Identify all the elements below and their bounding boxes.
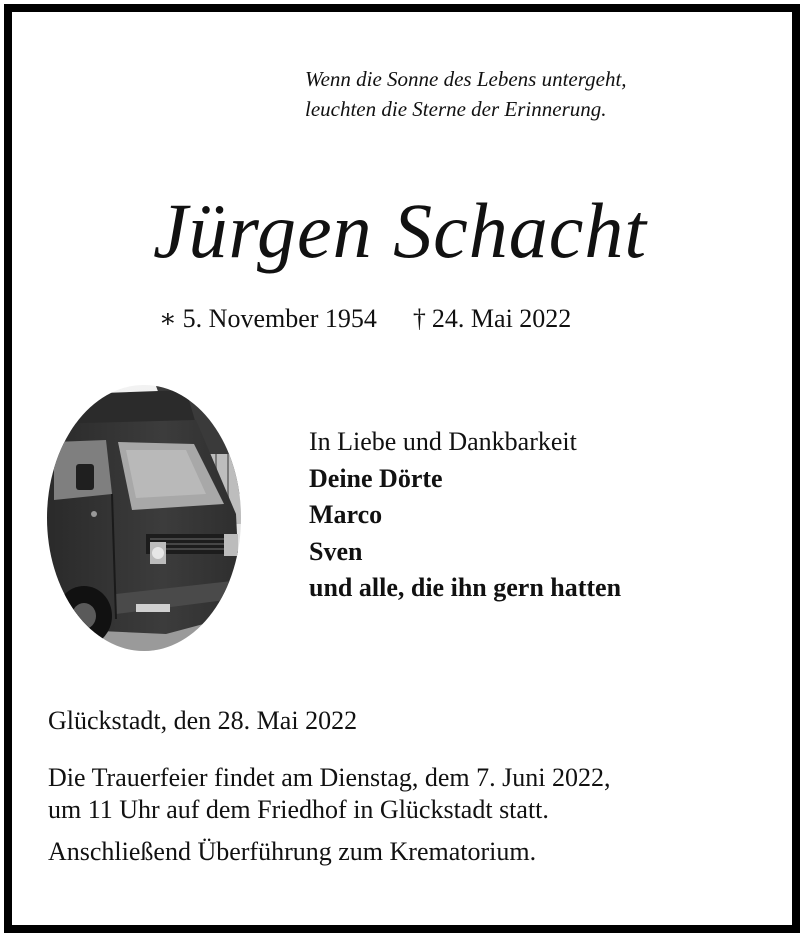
motto-line-2: leuchten die Sterne der Erinnerung.	[305, 97, 607, 121]
mourners-block	[309, 424, 621, 607]
deceased-name: Jürgen Schacht	[152, 187, 648, 274]
death-date: 24. Mai 2022	[431, 304, 572, 333]
mourner-name: Sven	[309, 536, 363, 566]
motto-quote	[305, 64, 627, 124]
birth-date: 5. November 1954	[182, 304, 377, 333]
death-cross-icon: †	[412, 304, 426, 333]
mourner-name: Marco	[309, 500, 383, 529]
place-and-date: Glückstadt, den 28. Mai 2022	[48, 706, 358, 735]
motto-line-1: Wenn die Sonne des Lebens untergeht,	[305, 67, 627, 91]
service-line-3: Anschließend Überführung zum Krematorium.	[48, 837, 537, 866]
service-line-2: um 11 Uhr auf dem Friedhof in Glückstadt statt.	[48, 795, 549, 824]
service-line-1: Die Trauerfeier findet am Dienstag, dem 7. Juni 2022,	[48, 763, 611, 792]
mourner-name: Deine Dörte	[309, 463, 443, 493]
birth-star-icon: ∗	[159, 304, 177, 333]
portrait-photo-van	[46, 384, 242, 652]
mourners-intro: In Liebe und Dankbarkeit	[309, 427, 577, 456]
life-dates	[159, 302, 571, 336]
mourner-name: und alle, die ihn gern hatten	[309, 573, 622, 602]
funeral-service-info	[48, 762, 611, 868]
